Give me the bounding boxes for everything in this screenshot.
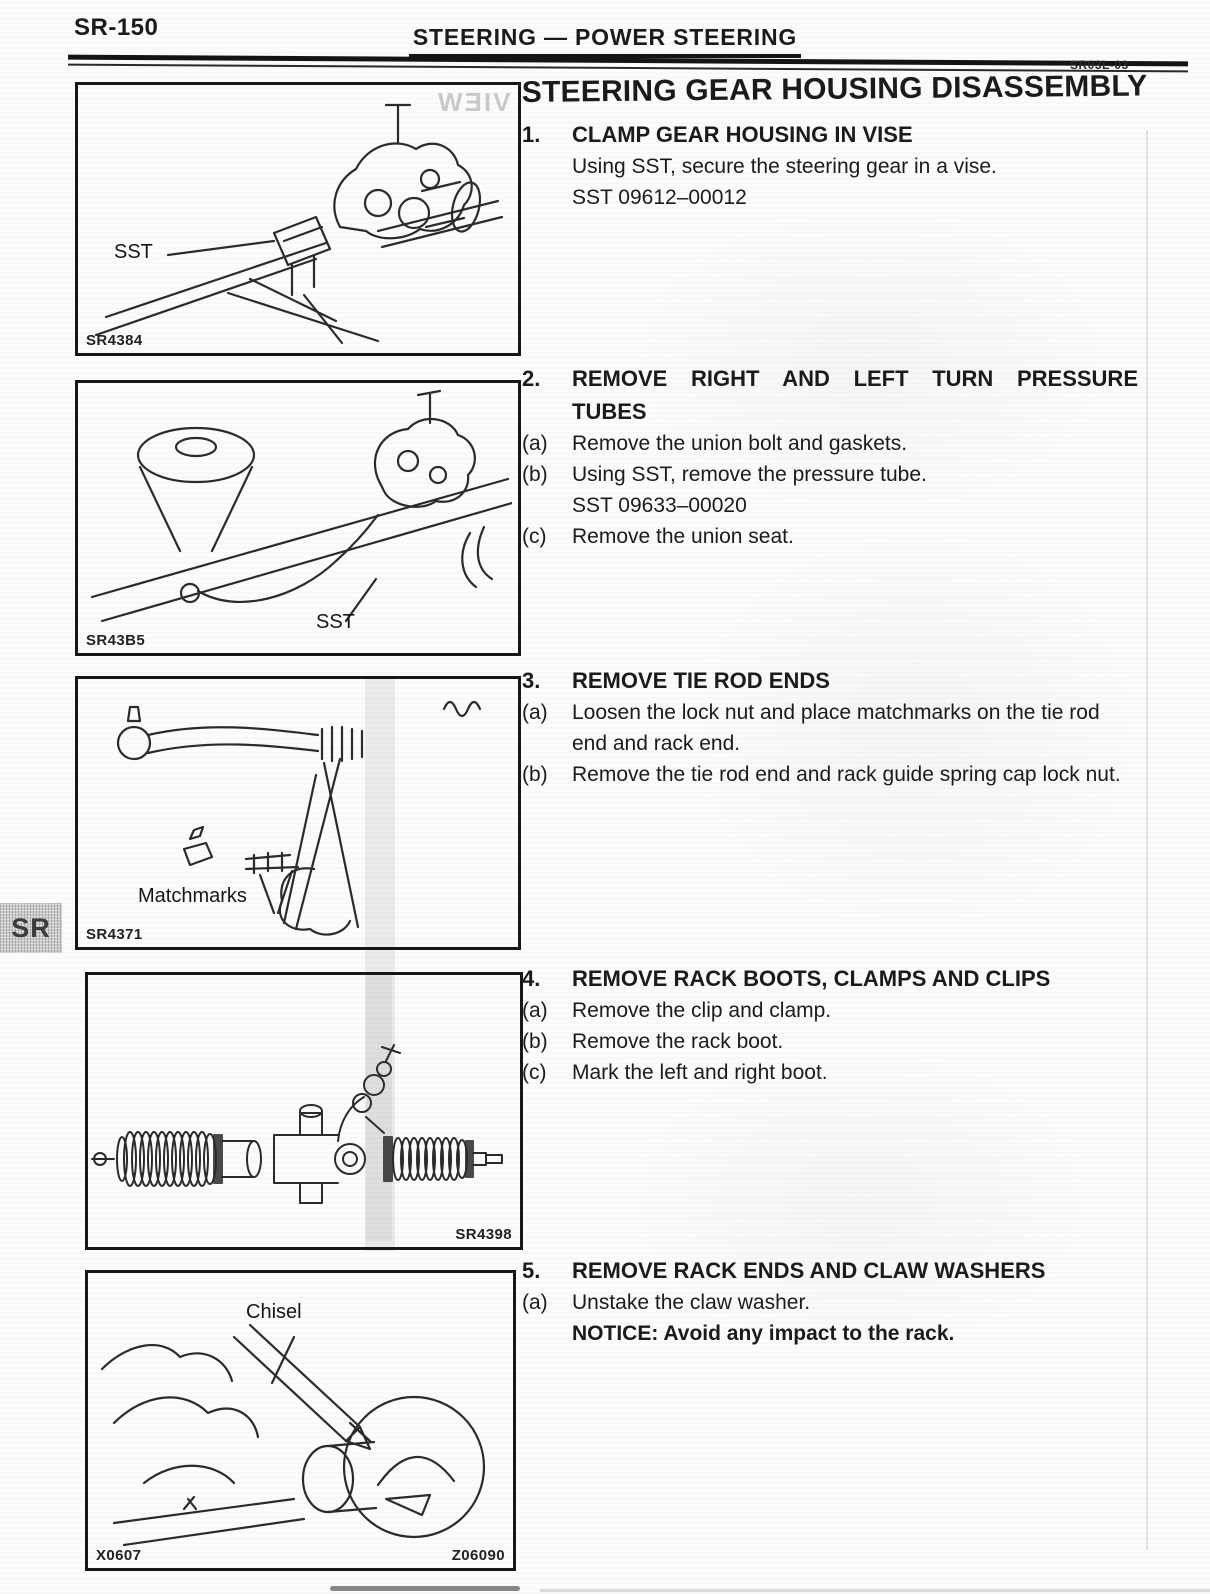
instruction-text: Remove the union bolt and gaskets. [572,432,908,455]
step-heading [522,362,1138,395]
step-number: 2. [522,366,541,391]
figure-label-sst: SST [316,611,355,633]
step-line [522,995,1138,1026]
step-line [522,428,1138,459]
instruction-text: Remove the tie rod end and rack guide spring cap lock nut. [572,763,1121,786]
step-1 [522,118,1138,213]
figure-code: SR4371 [86,926,143,943]
instruction-text: Remove the union seat. [572,525,794,548]
step-number: 1. [522,122,541,147]
step-5 [522,1254,1138,1349]
scan-smudge [330,1586,520,1591]
step-line [522,1318,1138,1349]
substep-label: (b) [522,763,548,786]
figure-tie-rod-matchmarks [75,676,521,950]
step-heading [522,118,1138,151]
step-4 [522,962,1138,1088]
bleedthrough-text: VIEW [435,87,510,117]
step-number: 3. [522,668,541,693]
step-2 [522,362,1138,552]
step-heading-text: REMOVE RACK ENDS AND CLAW WASHERS [572,1258,1046,1283]
figure-code: X0607 [96,1547,142,1564]
step-number: 5. [522,1258,541,1283]
doc-code: SR03L-03 [1070,58,1129,72]
step-line [522,182,1138,213]
step-line [522,759,1138,790]
substep-label: (a) [522,1291,548,1314]
section-side-tab: SR [0,903,62,953]
step-heading-text: REMOVE RACK BOOTS, CLAMPS AND CLIPS [572,966,1051,991]
figure-label-chisel: Chisel [246,1301,302,1323]
substep-label: (c) [522,525,547,548]
vise-clamp-illustration [78,85,512,347]
figure-remove-pressure-tubes [75,380,521,656]
step-heading-text: REMOVE RIGHT AND LEFT TURN PRESSURE [572,366,1138,391]
step-heading-cont [522,395,1138,428]
step-heading-text: CLAMP GEAR HOUSING IN VISE [572,122,913,147]
instruction-text: Loosen the lock nut and place matchmarks on the tie rod end and rack end. [572,701,1100,755]
step-line [522,521,1138,552]
figure-code: Z06090 [451,1547,505,1564]
step-heading [522,962,1138,995]
step-line [522,459,1138,490]
figure-clamp-gear-in-vise [75,82,521,356]
figure-unstake-claw-washer [85,1270,516,1571]
pressure-tube-illustration [78,383,512,647]
instruction-text: Unstake the claw washer. [572,1291,811,1314]
step-line [522,490,1138,521]
rack-assembly-illustration [88,975,514,1241]
section-header-text: STEERING — POWER STEERING [409,24,801,58]
step-heading [522,1254,1138,1287]
instruction-text: Remove the clip and clamp. [572,999,832,1022]
step-line [522,697,1138,759]
figure-code: SR4398 [455,1226,512,1243]
sst-number: SST 09633–00020 [572,494,747,517]
page-title: STEERING GEAR HOUSING DISASSEMBLY [521,69,1148,110]
figure-code: SR4384 [86,332,143,349]
step-heading-text: REMOVE TIE ROD ENDS [572,668,830,693]
step-number: 4. [522,966,541,991]
section-header [0,24,1210,58]
instruction-text: Mark the left and right boot. [572,1061,828,1084]
substep-label: (a) [522,999,548,1022]
page-number: SR-150 [74,14,159,41]
step-line [522,1026,1138,1057]
instruction-text: Using SST, remove the pressure tube. [572,463,927,486]
step-line [522,151,1138,182]
instruction-text: Using SST, secure the steering gear in a vise. [572,155,997,178]
step-heading [522,664,1138,697]
substep-label: (b) [522,463,548,486]
figure-code: SR43B5 [86,632,146,649]
substep-label: (b) [522,1030,548,1053]
step-heading-text: TUBES [572,399,647,424]
notice-text: NOTICE: Avoid any impact to the rack. [572,1322,955,1345]
figure-rack-boots [85,972,523,1250]
figure-label-matchmarks: Matchmarks [138,885,247,907]
step-line [522,1057,1138,1088]
sst-number: SST 09612–00012 [572,186,747,209]
substep-label: (a) [522,432,548,455]
substep-label: (c) [522,1061,547,1084]
figure-label-sst: SST [114,241,153,263]
step-line [522,1287,1138,1318]
scan-smudge [540,1589,1210,1592]
instruction-text: Remove the rack boot. [572,1030,784,1053]
substep-label: (a) [522,701,548,724]
step-3 [522,664,1138,790]
